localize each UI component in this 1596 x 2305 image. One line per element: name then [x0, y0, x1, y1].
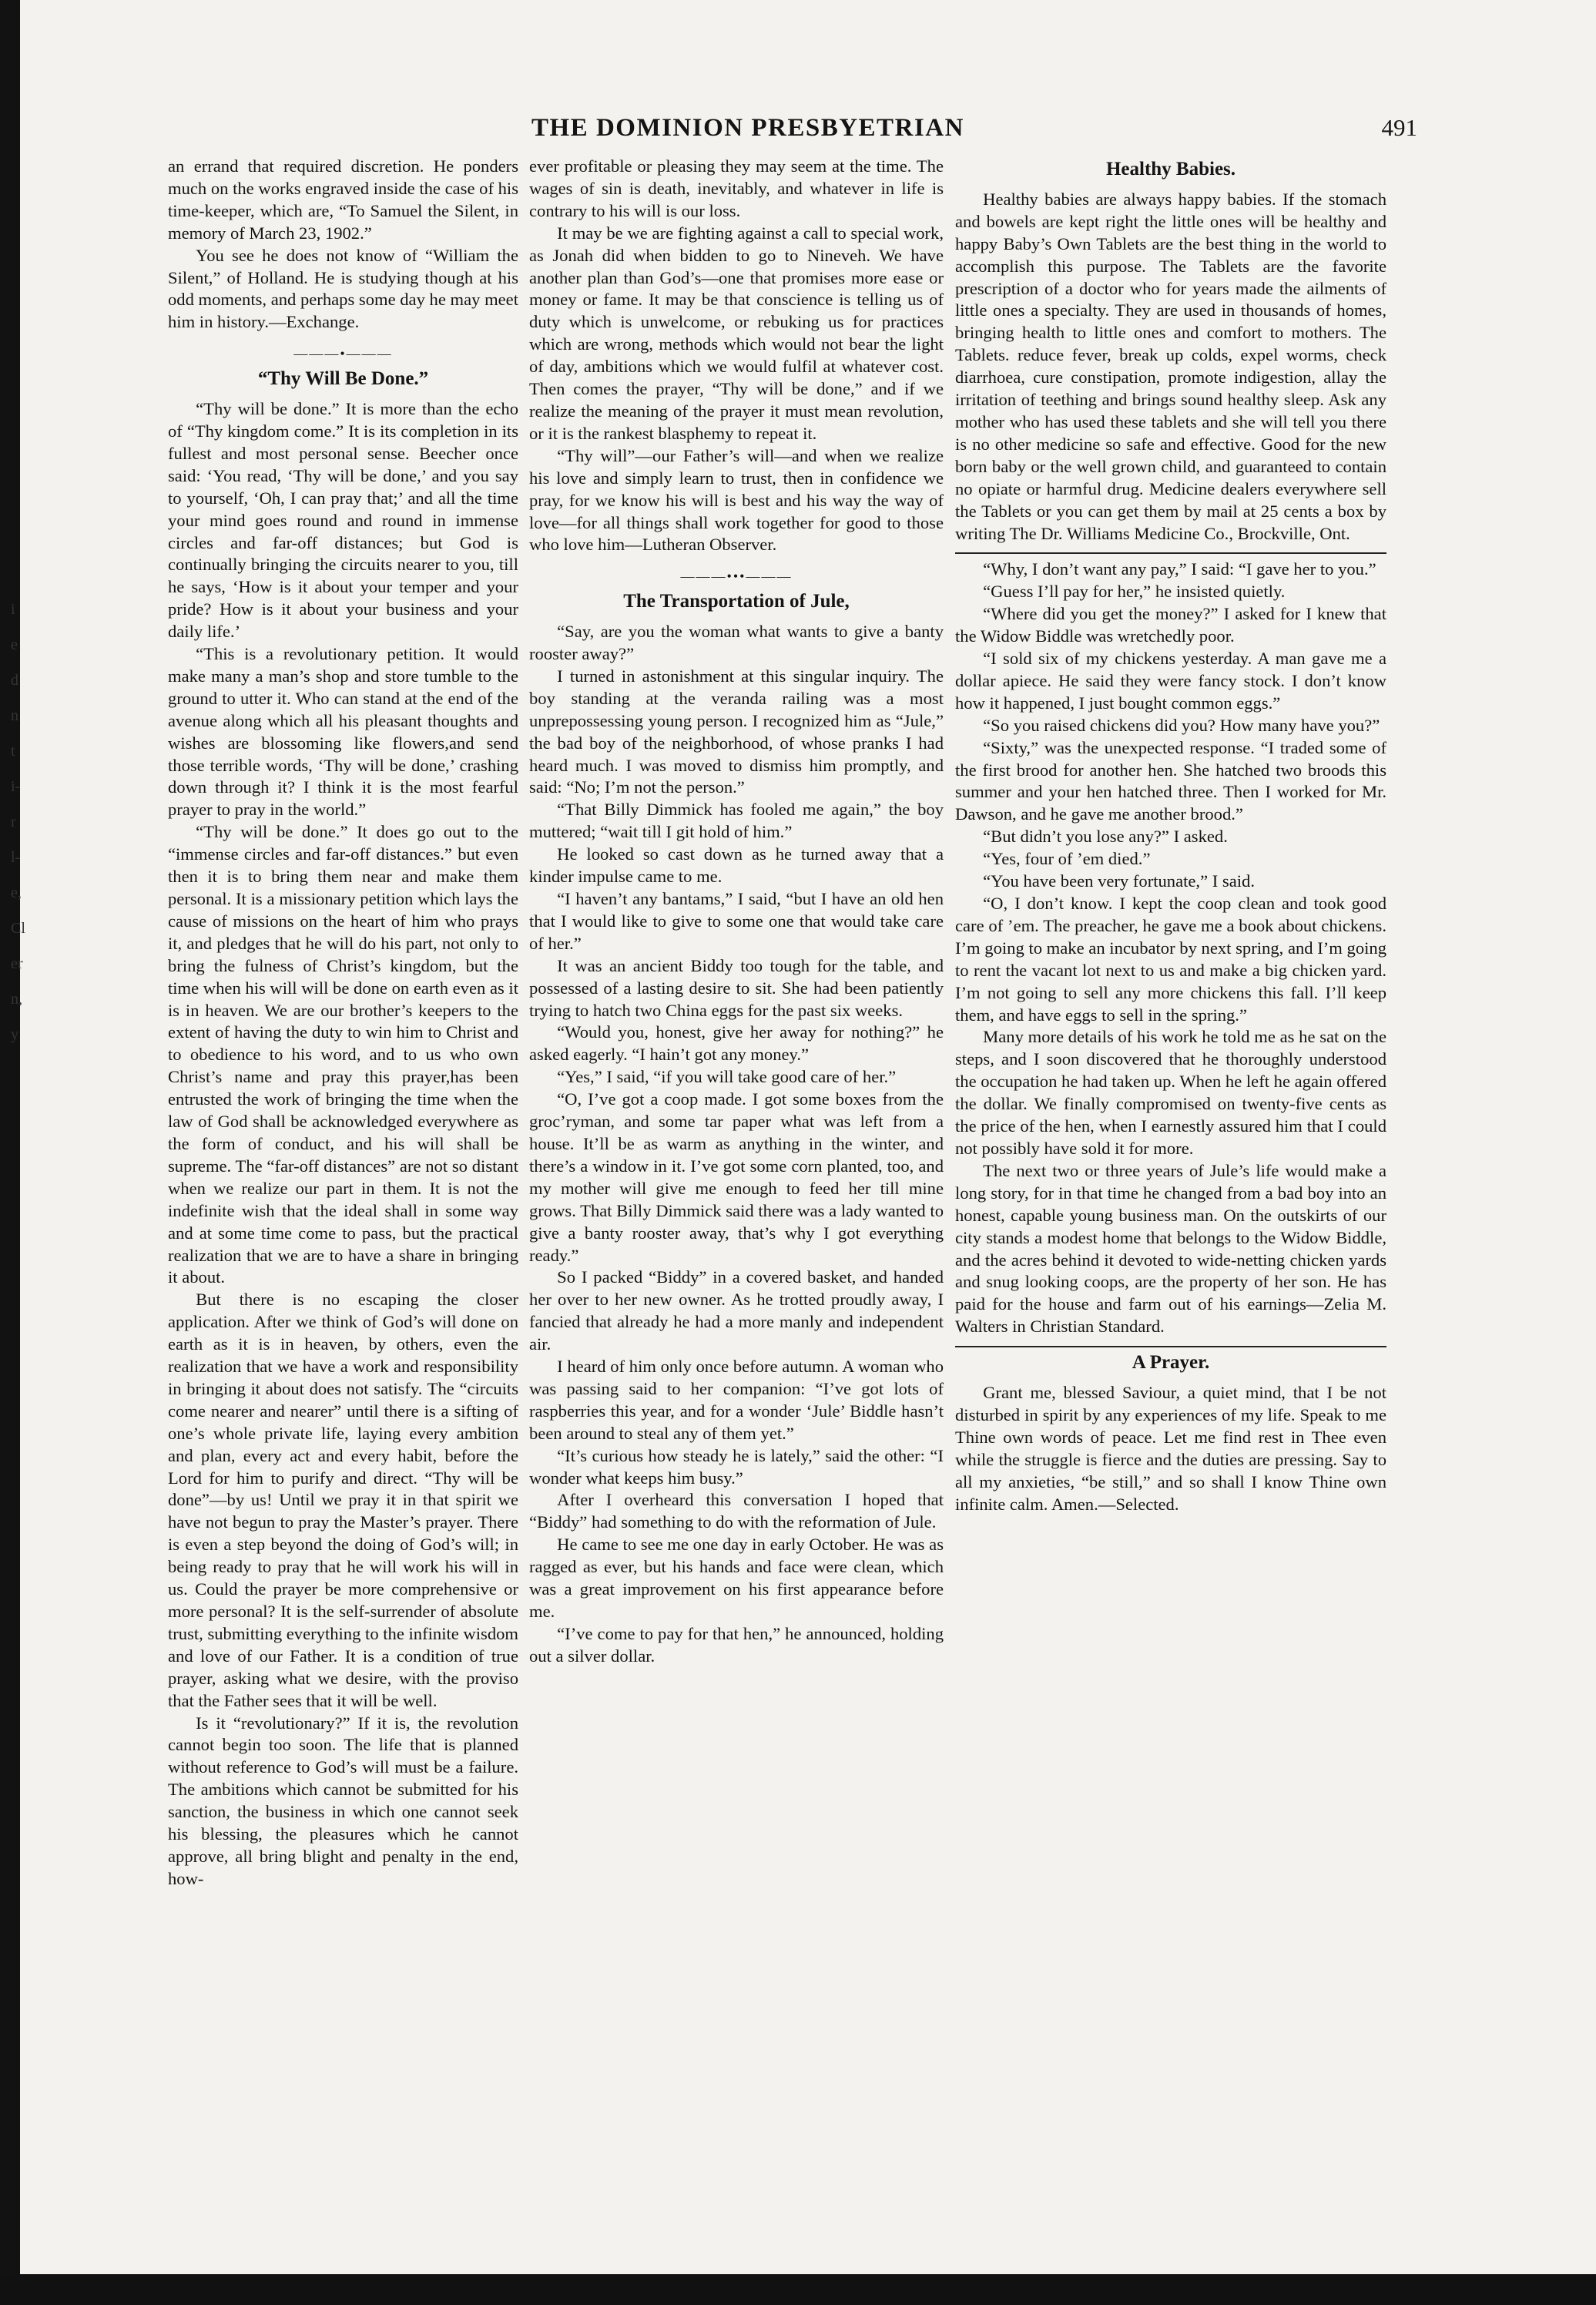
page-number: 491 [1381, 114, 1417, 141]
fringe-letter: i [11, 601, 15, 618]
paragraph: “I sold six of my chickens yesterday. A man gave me a dollar apiece. He said they were fancy stock. I don’t know how it happened, I just bought common eggs.” [955, 649, 1386, 713]
paragraph: It may be we are fighting against a call to special work, as Jonah did when bidden to go to Nineveh. We have another plan than God’s—one that promises more ease or money or fame. It may be that conscience is telling us of duty which is unwelcome, or rebuking us for practices which are wrong, methods which would not bear the light of day, ambitions which we would fulfil at whatever cost. Then comes the prayer, “Thy will be done,” and if we realize the meaning of the prayer it must mean revolution, or it is the rankest blasphemy to repeat it. [529, 223, 944, 443]
paragraph: “Would you, honest, give her away for nothing?” he asked eagerly. “I hain’t got any money.” [529, 1022, 944, 1065]
paragraph: “O, I don’t know. I kept the coop clean and took good care of ’em. The preacher, he gave me a book about chickens. I’m going to make an incubator by next spring, and I’m going to rent the vacant lot next to us and make a big chicken yard. I’m not going to sell any more chickens this fall. I’ll keep them, and have eggs to sell in the spring.” [955, 894, 1386, 1025]
paragraph: He came to see me one day in early October. He was as ragged as ever, but his hands and face were clean, which was a great improvement on his first appearance before me. [529, 1535, 944, 1621]
paragraph: “Thy will”—our Father’s will—and when we realize his love and simply learn to trust, then in confidence we pray, for we know his will is best and his way the way of love—for all things shall work together for good to those who love him—Lutheran Observer. [529, 445, 944, 555]
paragraph: “Guess I’ll pay for her,” he insisted quietly. [983, 582, 1286, 602]
paragraph: “You have been very fortunate,” I said. [983, 871, 1255, 891]
fringe-letter: y [11, 1026, 18, 1043]
paragraph: The next two or three years of Jule’s life would make a long story, for in that time he changed from a bad boy into an honest, capable young business man. On the outskirts of our city stands a modest home that belongs to the Widow Biddle, and the acres behind it devoted to wide-netting chicken yards and snug looking coops, are the property of her son. He has paid for the house and farm out of his earnings—Zelia M. Walters in Christian Standard. [955, 1160, 1386, 1337]
paragraph: You see he does not know of “William the Silent,” of Holland. He is studying though at his odd moments, and perhaps some day he may meet him in history.—Exchange. [168, 245, 518, 332]
fringe-letter: er [11, 955, 23, 972]
fringe-letter: i- [11, 778, 21, 795]
page-header [162, 114, 1433, 151]
fringe-letter: e, [11, 884, 22, 901]
paragraph: Grant me, blessed Saviour, a quiet mind, that I be not disturbed in spirit by any experiences of my life. Speak to me Thine own words of peace. Let me find rest in Thee even while the struggle is fierce and the duties are pressing. Say to all my anxieties, “be still,” and so shall I know Thine own infinite calm. Amen.—Selected. [955, 1383, 1386, 1514]
paragraph: I turned in astonishment at this singular inquiry. The boy standing at the veranda railing was a most unprepossessing young person. I recognized him as “Jule,” the bad boy of the neighborhood, of whose pranks I had heard much. I was moved to dismiss him promptly, and said: “No; I’m not the person.” [529, 666, 944, 797]
paragraph: “But didn’t you lose any?” I asked. [983, 827, 1228, 847]
paragraph: “I’ve come to pay for that hen,” he announced, holding out a silver dollar. [529, 1623, 944, 1666]
paragraph: “This is a revolutionary petition. It would make many a man’s shop and store tumble to the ground to utter it. Who can stand at the end of the avenue along which all his pleasant thoughts and wishes are blossoming like flowers,and send those terrible words, ‘Thy will be done,’ crashing down through it? I think it is the most fearful prayer to pray in the world.” [168, 644, 518, 820]
column-rule [955, 552, 1386, 554]
article-headline: A Prayer. [1132, 1352, 1210, 1374]
section-divider: ———•——— [293, 346, 393, 362]
fringe-letter: n [11, 707, 18, 724]
fringe-letter: l- [11, 849, 21, 866]
column-rule [955, 1346, 1386, 1347]
fringe-letter: d [11, 672, 18, 689]
paragraph: I heard of him only once before autumn. A woman who was passing said to her companion: “I’ve got lots of raspberries this year, and for a wonder ‘Jule’ Biddle hasn’t been around to steal any of them yet.” [529, 1357, 944, 1443]
scan-edge-left [0, 0, 20, 2305]
fringe-letter: e [11, 636, 18, 653]
fringe-letter: n, [11, 991, 22, 1008]
paragraph: “It’s curious how steady he is lately,” said the other: “I wonder what keeps him busy.” [529, 1445, 944, 1488]
article-headline: Healthy Babies. [1105, 159, 1236, 180]
paragraph: “Why, I don’t want any pay,” I said: “I gave her to you.” [983, 559, 1376, 579]
paragraph: ever profitable or pleasing they may seem at the time. The wages of sin is death, inevitably, and whatever in life is contrary to his will is our loss. [529, 156, 944, 220]
fringe-letter: t [11, 743, 15, 760]
paragraph: Healthy babies are always happy babies. If the stomach and bowels are kept right the little ones will be healthy and happy Baby’s Own Tablets are the best thing in the world to accomplish this purpose. The Tablets are the favorite prescription of a doctor who for years made the ailments of little ones a specialty. They are used in thousands of homes, bringing health to little ones and comfort to mothers. The Tablets. reduce fever, break up colds, expel worms, check diarrhoea, cure constipation, promote indigestion, allay the irritation of teething and brings sound healthy sleep. Ask any mother who has used these tablets and she will tell you there is no other medicine so safe and effective. Good for the new born baby or the well grown child, and guaranteed to contain no opiate or harmful drug. Medicine dealers everywhere sell the Tablets or you can get them by mail at 25 cents a box by writing The Dr. Williams Medicine Co., Brockville, Ont. [955, 189, 1386, 543]
article-headline: The Transportation of Jule, [623, 591, 850, 612]
paragraph: After I overheard this conversation I hoped that “Biddy” had something to do with the reformation of Jule. [529, 1490, 944, 1532]
paragraph: “O, I’ve got a coop made. I got some boxes from the groc’ryman, and some tar paper what was left from a house. It’ll be as warm as anything in the winter, and there’s a window in it. I’ve got some corn planted, too, and my mother will give me enough to feed her till mine grows. That Billy Dimmick said there was a lady wanted to give a banty rooster away, that’s why I got everything ready.” [529, 1089, 944, 1265]
paragraph: an errand that required discretion. He ponders much on the works engraved inside the case of his time-keeper, which are, “To Samuel the Silent, in memory of March 23, 1902.” [168, 156, 518, 243]
paragraph: So I packed “Biddy” in a covered basket, and handed her over to her new owner. As he trotted proudly away, I fancied that already he had a more manly and independent air. [529, 1267, 944, 1354]
margin-fringe [11, 601, 37, 1125]
paragraph: “Yes,” I said, “if you will take good care of her.” [557, 1067, 897, 1087]
paragraph: “I haven’t any bantams,” I said, “but I have an old hen that I would like to give to some one that would take care of her.” [529, 889, 944, 953]
paragraph: He looked so cast down as he turned away that a kinder impulse came to me. [529, 844, 944, 887]
paragraph: It was an ancient Biddy too tough for the table, and possessed of a lasting desire to sit. She had been patiently trying to hatch two China eggs for the past six weeks. [529, 955, 944, 1020]
paragraph: “Thy will be done.” It is more than the echo of “Thy kingdom come.” It is its completion in its fullest and most personal sense. Beecher once said: ‘You read, ‘Thy will be done,’ and you say to yourself, ‘Oh, I can pray that;’ and all the time your mind goes round and round in immense circles and far-off distances; but God is continually bringing the circuits nearer to you, till he says, ‘How is it about your temper and your pride? How is it about your business and your daily life.’ [168, 399, 518, 642]
paragraph: “Yes, four of ’em died.” [983, 849, 1151, 869]
column-right [955, 156, 1386, 2128]
paragraph: Many more details of his work he told me as he sat on the steps, and I soon discovered that he thoroughly understood the occupation he had taken up. When he left he again offered the dollar. We finally compromised on twenty-five cents as the price of the hen, when I earnestly assured him that I could not possibly have sold it for more. [955, 1027, 1386, 1158]
paragraph: “So you raised chickens did you? How many have you?” [983, 715, 1380, 735]
paragraph: “Sixty,” was the unexpected response. “I traded some of the first brood for another hen. She hatched two broods this summer and your hen hatched three. Then I worked for Mr. Dawson, and he gave me another brood.” [955, 737, 1386, 824]
paragraph: “That Billy Dimmick has fooled me again,” the boy muttered; “wait till I git hold of him.” [529, 800, 944, 842]
paragraph: “Say, are you the woman what wants to give a banty rooster away?” [529, 622, 944, 664]
article-headline: “Thy Will Be Done.” [257, 368, 429, 390]
column-middle [529, 156, 944, 2128]
paragraph: But there is no escaping the closer application. After we think of God’s will done on earth as it is in heaven, by others, even the realization that we have a work and responsibility in bringing it about does not satisfy. The “circuits come nearer and nearer” until there is a sifting of one’s whole private life, laying every ambition and plan, every act and every habit, before the Lord for him to purify and direct. “Thy will be done”—by us! Until we pray it in that spirit we have not begun to pray the Master’s prayer. There is even a step beyond the doing of God’s will; in being ready to pray that he will work his will in us. Could the prayer be more comprehensive or more personal? It is the self-surrender of absolute trust, submitting everything to the infinite wisdom and love of our Father. It is a condition of true prayer, asking what we desire, with the proviso that the Father sees that it will be well. [168, 1290, 518, 1710]
paragraph: “Where did you get the money?” I asked for I knew that the Widow Biddle was wretchedly poor. [955, 604, 1386, 646]
column-left [168, 156, 518, 2128]
paragraph: “Thy will be done.” It does go out to the “immense circles and far-off distances.” but even then it is to bring them near and make them personal. It is a missionary petition which lays the cause of missions on the heart of him who prays it, and pledges that he will do his part, not only to bring the fulness of Christ’s kingdom, but the time when his will will be done on earth even as it is in heaven. We are our brother’s keepers to the extent of having the duty to win him to Christ and to obedience to his word, and to us who own Christ’s name and pray this prayer,has been entrusted the work of bringing the time when the law of God shall be acknowledged everywhere as the form of conduct, and his will shall be supreme. The “far-off distances” are not so distant when we realize our part in them. It is not the indefinite wish that the ideal shall in some way and at some time come to pass, but the practical realization that we are to have a share in bringing it about. [168, 822, 518, 1287]
paragraph: Is it “revolutionary?” If it is, the revolution cannot begin too soon. The life that is planned without reference to God’s will must be a failure. The ambitions which cannot be submitted for his sanction, the business in which one cannot seek his blessing, the pleasures which he cannot approve, all bring blight and penalty in the end, how- [168, 1713, 518, 1888]
fringe-letter: Cl [11, 920, 25, 937]
section-divider: ———•••——— [680, 569, 793, 585]
scan-edge-bottom [0, 2274, 1596, 2305]
fringe-letter: r [11, 814, 16, 830]
publication-title: THE DOMINION PRESBYETRIAN [531, 114, 964, 142]
